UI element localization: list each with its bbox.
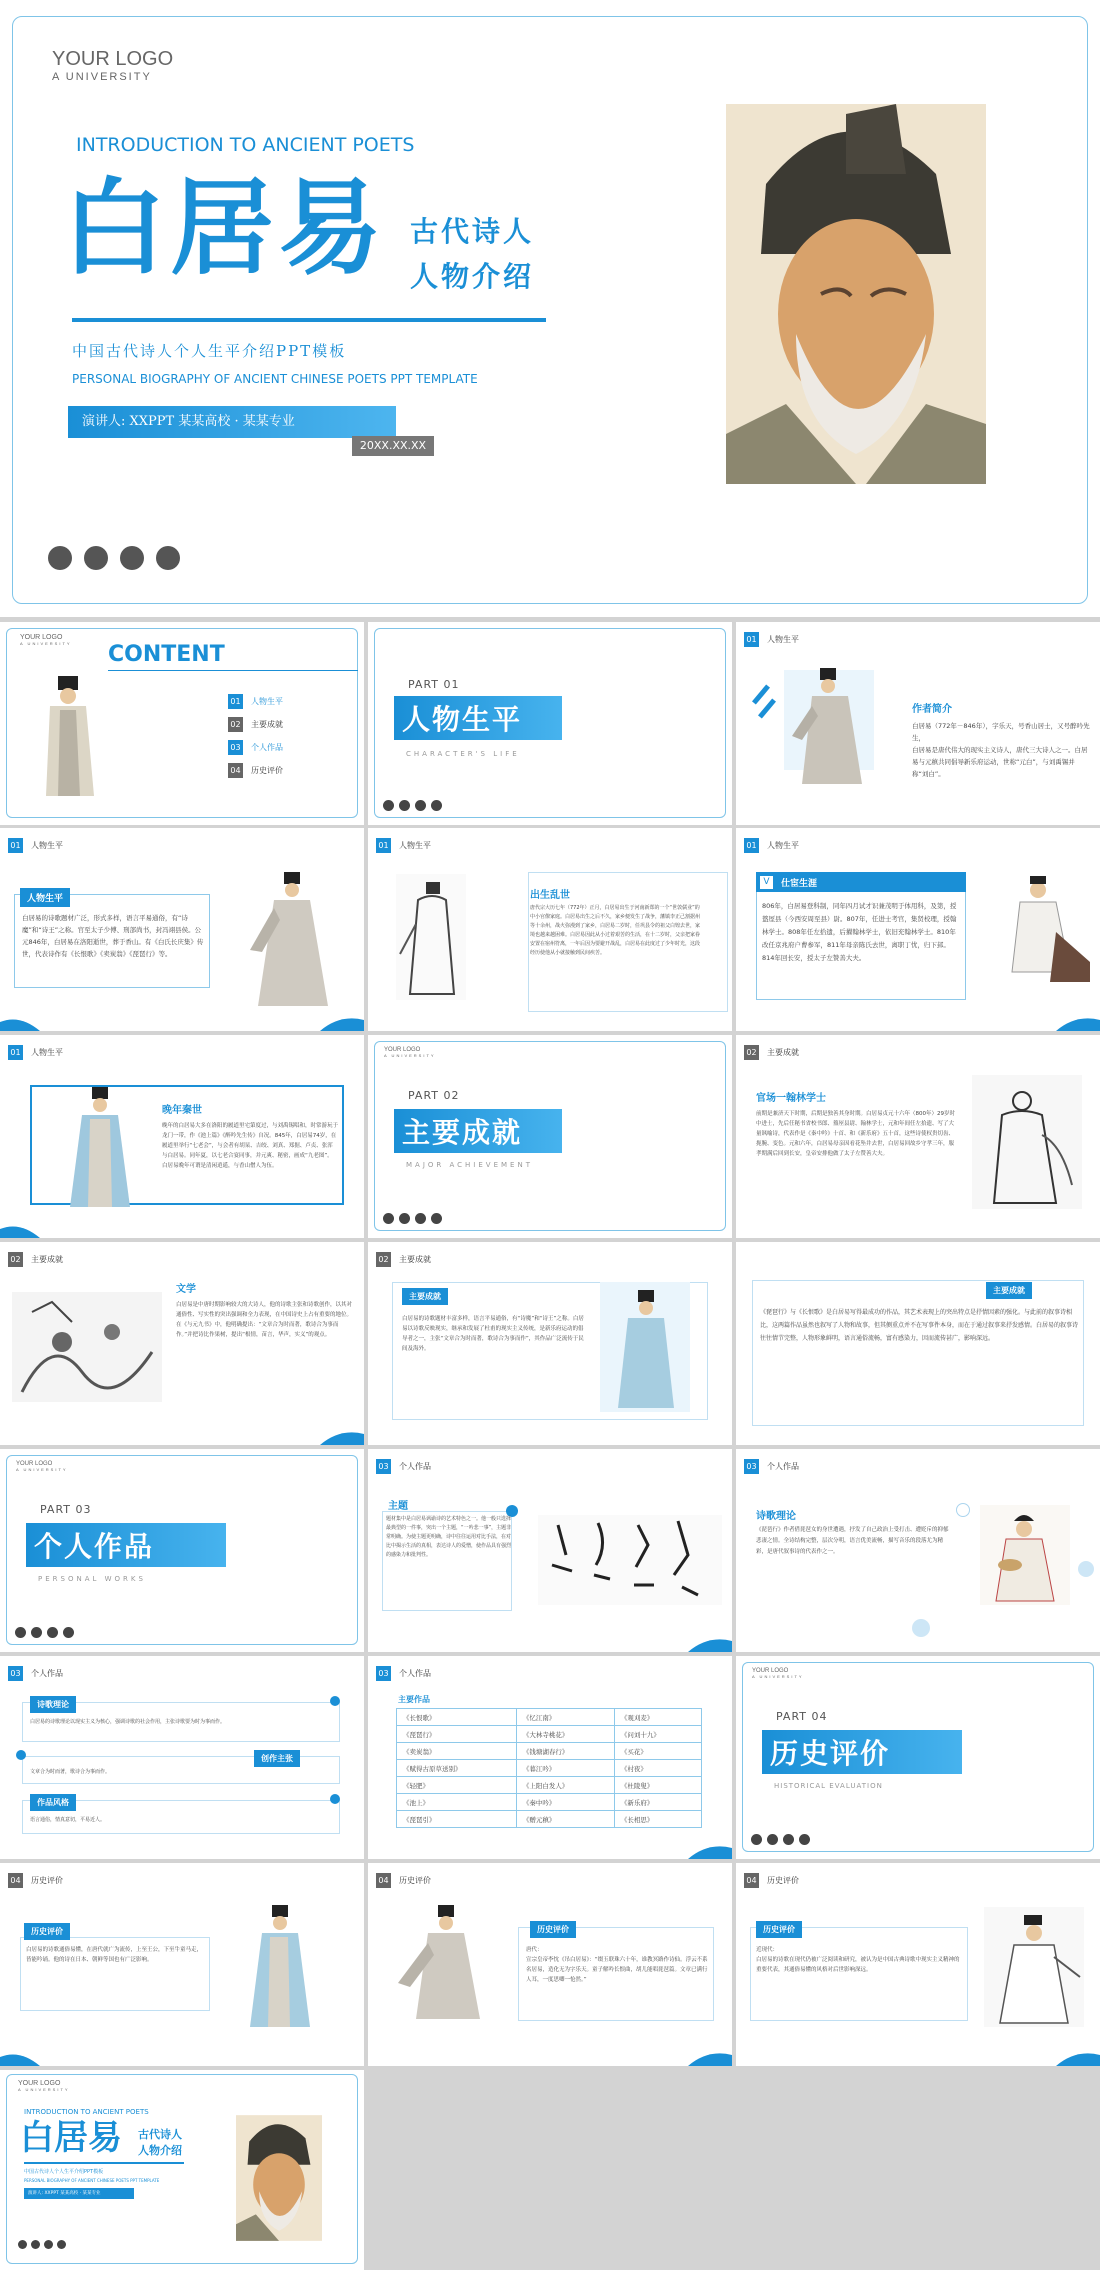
works-table bbox=[396, 1708, 702, 1828]
eval3-slide: 04 历史评价 历史评价 近现代： 白居易的诗歌在现代仍被广泛阅读和研究，被认为是中国古典诗歌中现实主义精神的重要代表，其通俗易懂的风格对后世影响深远。 bbox=[736, 1863, 1100, 2066]
poet-figure bbox=[40, 674, 100, 798]
part01-slide: PART 01 人物生平 CHARACTER'S LIFE bbox=[368, 622, 732, 825]
eval1-slide: 04 历史评价 历史评价 白居易的诗歌通俗易懂，在唐代就广为流传，上至王公，下至牛童马走，皆能吟诵。他的诗在日本、朝鲜等国也有广泛影响。 bbox=[0, 1863, 364, 2066]
lyric-slide: 03 个人作品 诗歌理论 《琵琶行》作者借琵琶女的身世遭遇，抒发了自己政治上受打击、遭贬斥的抑郁悲凄之情。全诗结构完整，层次分明，语言优美流畅，描写音乐的段落尤为精彩，是唐代叙事诗的代表作之一。 bbox=[736, 1449, 1100, 1652]
poet-figure bbox=[228, 1901, 328, 2031]
achievement2-slide: 主要成就 《琵琶行》与《长恨歌》是白居易写得最成功的作品，其艺术表现上的突出特点是抒情因素的强化。与此前的叙事诗相比，这两篇作品虽然也叙写了人物和故事，但其侧重点并不在写事件本身，而在于通过叙事来抒发感情。白居易的叙事诗往往情节完整，人物形象鲜明，语言通俗流畅，富有感染力，因而流传甚广，影响深远。 bbox=[736, 1242, 1100, 1445]
works1-slide: 03 个人作品 诗歌理论 白居易的诗歌理论以现实主义为核心，强调诗歌的社会作用，主张诗歌要为时为事而作。 创作主张 文章合为时而著，歌诗合为事而作。 作品风格 语言通俗，情真意切，平易近人。 bbox=[0, 1656, 364, 1859]
logo: YOUR LOGO A UNIVERSITY bbox=[52, 48, 174, 83]
cover-name: 白居易 bbox=[62, 166, 387, 289]
date-badge: 20XX.XX.XX bbox=[352, 436, 434, 456]
table-cell: 《琵琶引》 bbox=[397, 1811, 517, 1828]
literature-slide: 02 主要成就 文学 白居易是中唐时期影响较大的大诗人，他的诗歌主张和诗歌创作，以其对通俗性、写实性的突出强调和全力表现，在中国诗史上占有重要的地位。在《与元九书》中，他明确提出：“文章合为时而著，歌诗合为事而作。”并把诗比作果树，提出“根情，苗言，华声，实义”的观点。 bbox=[0, 1242, 364, 1445]
table-cell: 《杜陵叟》 bbox=[614, 1777, 701, 1794]
location-icon[interactable] bbox=[799, 1834, 810, 1845]
hanlin-slide: 02 主要成就 官场一翰林学士 前期是兼济天下时期，后期是独善其身时期。白居易贞元十六年（800年）29岁时中进士，先后任秘书省校书郎、盩厔县尉、翰林学士，元和年间任左拾遗、写了大量讽喻诗，代表作是《秦中吟》十首、和《新乐府》五十首，这些诗使权贵切齿、扼腕、变色。元和六年，白居易母亲因看花坠井去世，白居易回故乡守孝三年，服孝期满后回到长安，皇帝安排他做了太子左赞善大夫。 bbox=[736, 1035, 1100, 1238]
table-cell: 《大林寺桃花》 bbox=[516, 1726, 614, 1743]
user-icon[interactable] bbox=[783, 1834, 794, 1845]
cover-intro: INTRODUCTION TO ANCIENT POETS bbox=[76, 134, 415, 156]
part02-slide: YOUR LOGO A UNIVERSITY PART 02 主要成就 MAJOR ACHIEVEMENT bbox=[368, 1035, 732, 1238]
table-cell: 《长相思》 bbox=[614, 1811, 701, 1828]
table-cell: 《轻肥》 bbox=[397, 1777, 517, 1794]
ink-painting bbox=[12, 1292, 162, 1402]
globe-icon[interactable] bbox=[84, 546, 108, 570]
cover-cn-subtitle: 中国古代诗人个人生平介绍PPT模板 bbox=[72, 342, 347, 360]
table-row bbox=[397, 1777, 702, 1794]
table-cell: 《新乐府》 bbox=[614, 1794, 701, 1811]
content-item[interactable]: 01 人物生平 bbox=[228, 690, 283, 713]
table-row bbox=[397, 1794, 702, 1811]
part03-slide: YOUR LOGO A UNIVERSITY PART 03 个人作品 PERSONAL WORKS bbox=[0, 1449, 364, 1652]
ink-figure bbox=[984, 1907, 1084, 2027]
table-row bbox=[397, 1726, 702, 1743]
poet-figure bbox=[244, 870, 334, 1010]
calligraphy bbox=[538, 1515, 722, 1605]
closing-slide: YOUR LOGO A UNIVERSITY INTRODUCTION TO ANCIENT POETS 白居易 古代诗人 人物介绍 中国古代诗人个人生平介绍PPT模板 PERSONAL BIOGRAPHY OF ANCIENT CHINESE POETS PPT TEMPLATE 演讲人: XXPPT 某某高校 · 某某专业 bbox=[0, 2070, 364, 2270]
table-cell: 《赠元稹》 bbox=[516, 1811, 614, 1828]
phone-icon[interactable] bbox=[383, 800, 394, 811]
table-row bbox=[397, 1811, 702, 1828]
user-icon[interactable] bbox=[120, 546, 144, 570]
table-cell: 《观刈麦》 bbox=[614, 1709, 701, 1726]
table-cell: 《问刘十九》 bbox=[614, 1726, 701, 1743]
globe-icon[interactable] bbox=[399, 1213, 410, 1224]
globe-icon[interactable] bbox=[31, 1627, 42, 1638]
content-slide: YOUR LOGO A UNIVERSITY CONTENT 01 人物生平 02 主要成就 03 个人作品 04 历史评价 bbox=[0, 622, 364, 825]
speaker-bar: 演讲人: XXPPT 某某高校 · 某某专业 bbox=[68, 406, 396, 438]
content-title: CONTENT bbox=[108, 642, 225, 667]
user-icon[interactable] bbox=[415, 1213, 426, 1224]
poet-figure bbox=[392, 1903, 492, 2023]
contact-icons bbox=[48, 546, 180, 570]
user-icon[interactable] bbox=[415, 800, 426, 811]
table-cell: 《卖炭翁》 bbox=[397, 1743, 517, 1760]
eval2-slide: 04 历史评价 历史评价 唐代： 宣宗皇帝李忱《吊白居易》：“缀玉联珠六十年，谁教冥路作诗仙。浮云不系名居易，造化无为字乐天。童子解吟长恨曲，胡儿能唱琵琶篇。文章已满行人耳，一度思卿一怆然。” bbox=[368, 1863, 732, 2066]
poet-figure bbox=[60, 1085, 140, 1209]
ink-figure bbox=[972, 1075, 1082, 1209]
table-cell: 《钱塘湖春行》 bbox=[516, 1743, 614, 1760]
achievement1-slide: 02 主要成就 主要成就 白居易的诗歌题材丰富多样，语言平易通俗，有“诗魔”和“诗王”之称。白居易以诗歌反映现实，继承和发展了杜甫的现实主义传统，是新乐府运动的倡导者之一，主张“文章合为时而著，歌诗合为事而作”，其作品广泛流传于民间及海外。 bbox=[368, 1242, 732, 1445]
table-cell: 《长恨歌》 bbox=[397, 1709, 517, 1726]
cover-divider bbox=[72, 318, 546, 322]
poet-portrait bbox=[726, 104, 986, 484]
table-cell: 《暮江吟》 bbox=[516, 1760, 614, 1777]
poet-figure bbox=[600, 1282, 690, 1412]
birth-slide: 01 人物生平 出生乱世 唐代宗大历七年（772年）正月，白居易出生于河南新郑的一个“世敦儒业”的中小官僚家庭。白居易出生之后不久，家乡便发生了战争，藩镇李正己割据州等十余州，战火弥漫到了家乡，白居易二岁时，任巩县令的祖父白锽去世，家境也越来越困难。白居易因此从小过着艰苦的生活，在十二岁时，父亲把家眷安置在宿州符离，一年后因为要避开战乱，白居易在此度过了少年时光，这段经历使他从小就接触到民间疾苦。 bbox=[368, 828, 732, 1031]
content-item[interactable]: 04 历史评价 bbox=[228, 759, 283, 782]
globe-icon[interactable] bbox=[767, 1834, 778, 1845]
location-icon[interactable] bbox=[431, 1213, 442, 1224]
content-item[interactable]: 03 个人作品 bbox=[228, 736, 283, 759]
table-cell: 《上阳白发人》 bbox=[516, 1777, 614, 1794]
author-slide: 01 人物生平 作者简介 白居易（772年－846年），字乐天，号香山居士，又号醉吟先生， 白居易是唐代伟大的现实主义诗人，唐代三大诗人之一。白居易与元稹共同倡导新乐府运动，世称“元白”，与刘禹锡并称“刘白”。 bbox=[736, 622, 1100, 825]
globe-icon[interactable] bbox=[31, 2240, 40, 2249]
ink-figure bbox=[990, 872, 1090, 982]
table-cell: 《村夜》 bbox=[614, 1760, 701, 1777]
globe-icon[interactable] bbox=[399, 800, 410, 811]
life-slide: 01 人物生平 人物生平 白居易的诗歌题材广泛，形式多样，语言平易通俗，有“诗魔”和“诗王”之称。官至太子少傅、刑部尚书，封冯翊县侯。公元846年，白居易在洛阳逝世，葬于香山。有《白氏长庆集》传世，代表诗作有《长恨歌》《卖炭翁》《琵琶行》等。 bbox=[0, 828, 364, 1031]
phone-icon[interactable] bbox=[48, 546, 72, 570]
poet-portrait bbox=[236, 2114, 322, 2242]
phone-icon[interactable] bbox=[15, 1627, 26, 1638]
location-icon[interactable] bbox=[431, 800, 442, 811]
table-row bbox=[397, 1760, 702, 1777]
phone-icon[interactable] bbox=[383, 1213, 394, 1224]
table-row bbox=[397, 1743, 702, 1760]
user-icon[interactable] bbox=[44, 2240, 53, 2249]
theme-slide: 03 个人作品 主题 题材集中是白居易讽谕诗的艺术特色之一。他一般只选择最典型的一件事，突出一个主题，“一吟悲一事”，主题非常明确。为使主题更明确，诗中往往运用对比手法，在对比中揭示生活的真相，表达诗人的爱憎，使作品具有强烈的感染力和批判性。 bbox=[368, 1449, 732, 1652]
table-cell: 《赋得古原草送别》 bbox=[397, 1760, 517, 1777]
location-icon[interactable] bbox=[57, 2240, 66, 2249]
table-cell: 《秦中吟》 bbox=[516, 1794, 614, 1811]
cover-sub2: 人物介绍 bbox=[410, 260, 535, 293]
phone-icon[interactable] bbox=[18, 2240, 27, 2249]
table-cell: 《琵琶行》 bbox=[397, 1726, 517, 1743]
poet-figure bbox=[782, 666, 872, 786]
content-list bbox=[228, 690, 283, 782]
official-slide: 01 人物生平 V 仕宦生涯 806年，白居易登科制，同年四月试才识兼茂明于体用科，及第，授盩厔县（今西安周至县）尉。807年，任进士考官，集贤校理，授翰林学士。808年任左拾遗，后擢翰林学士，依旧充翰林学士。810年改任京兆府户曹参军，811年母亲陈氏去世，离职丁忧，归下邽。814年回长安，授太子左赞善大夫。 bbox=[736, 828, 1100, 1031]
lady-figure bbox=[980, 1505, 1070, 1605]
cover-sub1: 古代诗人 bbox=[410, 215, 535, 248]
table-cell: 《池上》 bbox=[397, 1794, 517, 1811]
part04-slide: YOUR LOGO A UNIVERSITY PART 04 历史评价 HISTORICAL EVALUATION bbox=[736, 1656, 1100, 1859]
user-icon[interactable] bbox=[47, 1627, 58, 1638]
cover-en-subtitle: PERSONAL BIOGRAPHY OF ANCIENT CHINESE POETS PPT TEMPLATE bbox=[72, 372, 478, 386]
phone-icon[interactable] bbox=[751, 1834, 762, 1845]
table-cell: 《买花》 bbox=[614, 1743, 701, 1760]
late-years-slide: 01 人物生平 晚年秦世 晚年的白居易大多在洛阳的履道里宅第度过，与刘禹锡唱和，时常游玩于龙门一带，作《池上篇》《醉吟先生传》自况。845年，白居易74岁，在履道里举行“七老会”，与会者有胡杲、吉皎、刘真、郑据、卢贞、张浑与白居易。同年夏，以七老合宴同事，并元爽、秘密，画成“九老图”。白居易晚年可谓是清闲逍遥，与香山僧人为伍。 bbox=[0, 1035, 364, 1238]
table-row bbox=[397, 1709, 702, 1726]
location-icon[interactable] bbox=[63, 1627, 74, 1638]
location-icon[interactable] bbox=[156, 546, 180, 570]
ink-figure bbox=[396, 874, 466, 1000]
table-cell: 《忆江南》 bbox=[516, 1709, 614, 1726]
cover-slide bbox=[0, 0, 1100, 617]
content-item[interactable]: 02 主要成就 bbox=[228, 713, 283, 736]
works2-slide: 03 个人作品 主要作品 《长恨歌》 《忆江南》 《观刈麦》 《琵琶行》 《大林寺桃花》 《问刘十九》 《卖炭翁》 《钱塘湖春行》 《买花》 《赋得古原草送别》 《暮江吟》 《村夜》 《轻肥》 《上阳白发人》 《杜陵叟》 《池上》 《秦中吟》 《新乐府》 《琵琶引》 《赠元稹》 《长相思》 bbox=[368, 1656, 732, 1859]
